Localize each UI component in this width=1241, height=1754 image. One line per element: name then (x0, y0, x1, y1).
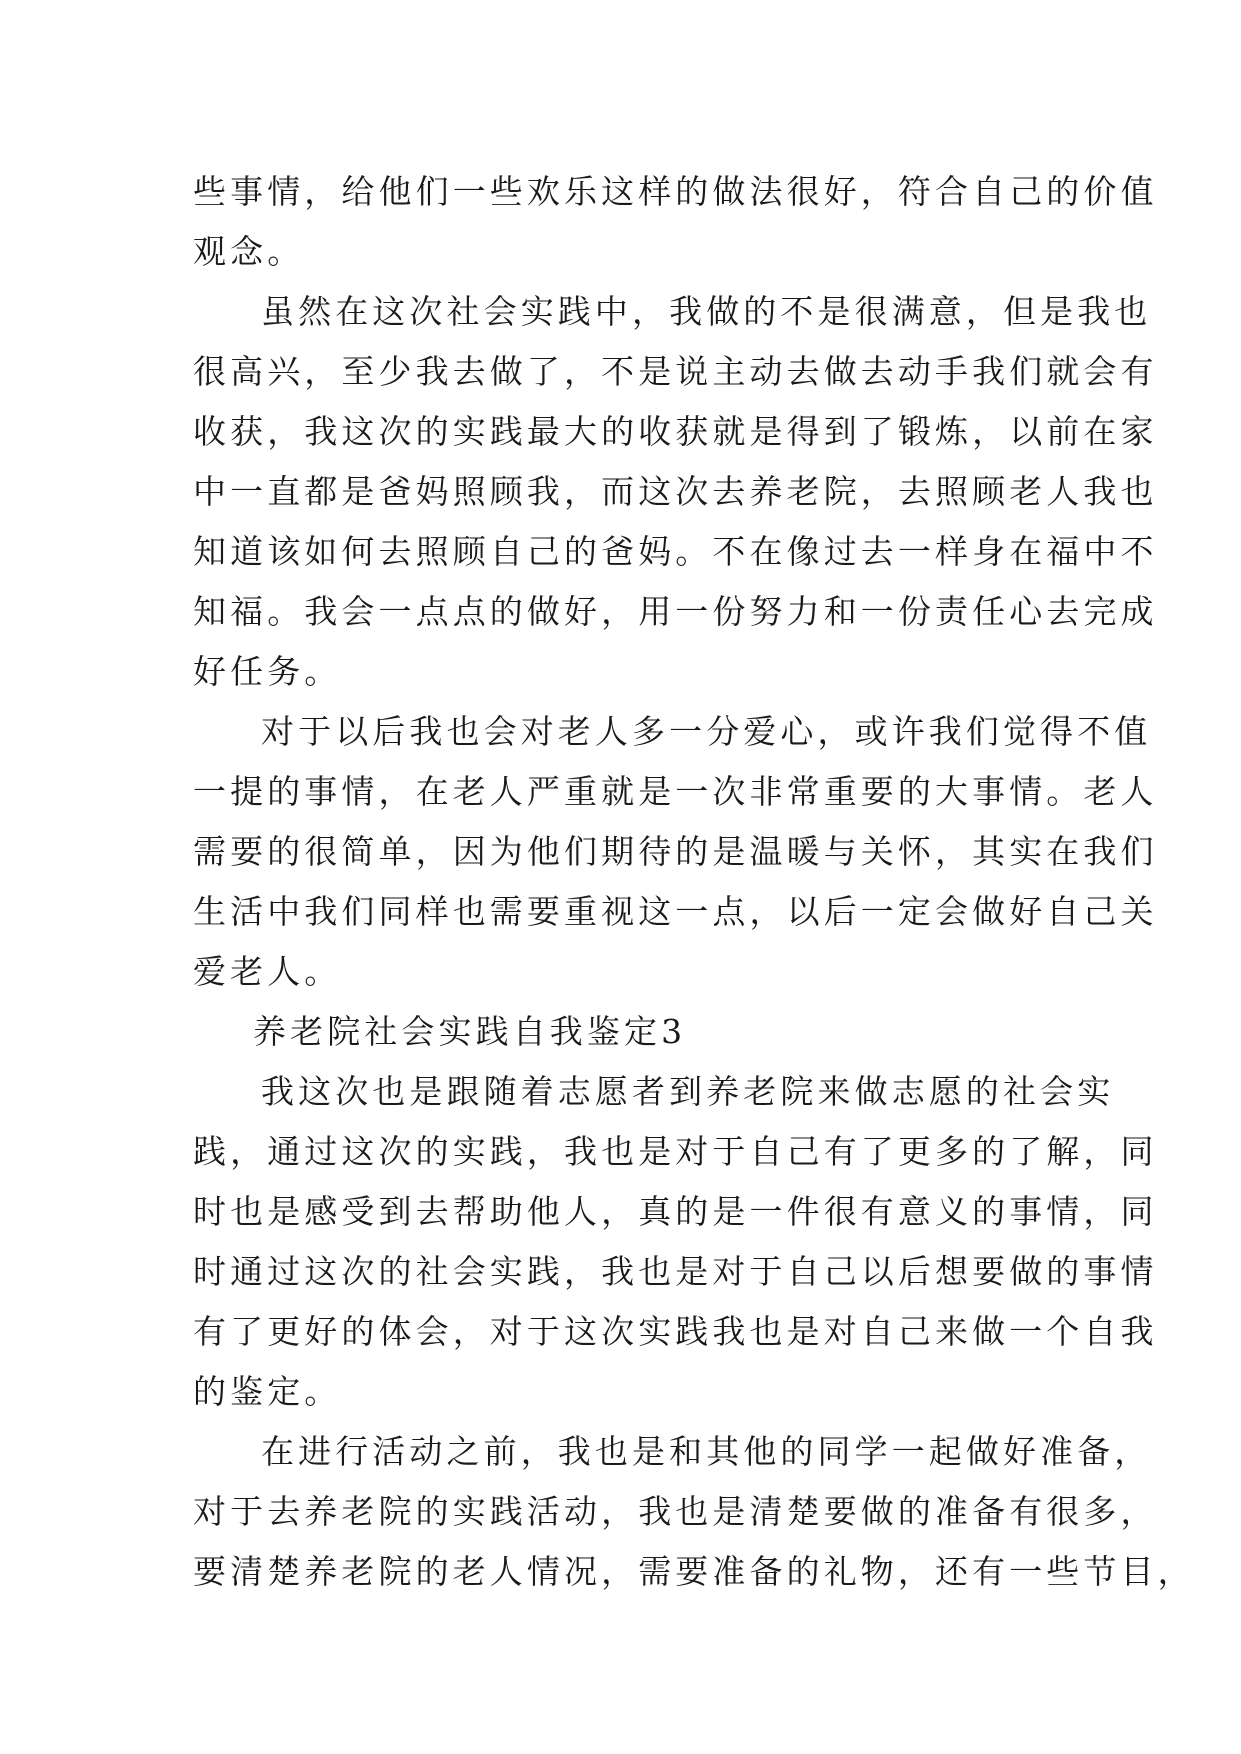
text-line: 爱老人。 (193, 952, 342, 991)
text-line: 要清楚养老院的老人情况，需要准备的礼物，还有一些节目， (193, 1552, 1195, 1591)
text-line: 知道该如何去照顾自己的爸妈。不在像过去一样身在福中不 (193, 532, 1158, 571)
text-line: 在进行活动之前，我也是和其他的同学一起做好准备， (261, 1432, 1152, 1471)
paragraph-1 (193, 162, 1158, 282)
text-line: 有了更好的体会，对于这次实践我也是对自己来做一个自我 (193, 1312, 1158, 1351)
paragraph-3 (193, 702, 1158, 1002)
text-line: 践，通过这次的实践，我也是对于自己有了更多的了解，同 (193, 1132, 1158, 1171)
text-line: 好任务。 (193, 652, 342, 691)
text-line: 我这次也是跟随着志愿者到养老院来做志愿的社会实 (261, 1072, 1115, 1111)
paragraph-4 (193, 1062, 1158, 1422)
text-line: 中一直都是爸妈照顾我，而这次去养老院，去照顾老人我也 (193, 472, 1158, 511)
text-line: 虽然在这次社会实践中，我做的不是很满意，但是我也 (261, 292, 1152, 331)
section-title: 养老院社会实践自我鉴定3 (253, 1012, 687, 1051)
paragraph-5 (193, 1422, 1195, 1602)
paragraph-2 (193, 282, 1158, 702)
text-line: 时也是感受到去帮助他人，真的是一件很有意义的事情，同 (193, 1192, 1158, 1231)
text-line: 观念。 (193, 232, 305, 271)
text-line: 生活中我们同样也需要重视这一点，以后一定会做好自己关 (193, 892, 1158, 931)
text-line: 的鉴定。 (193, 1372, 342, 1411)
text-line: 一提的事情，在老人严重就是一次非常重要的大事情。老人 (193, 772, 1158, 811)
text-line: 知福。我会一点点的做好，用一份努力和一份责任心去完成 (193, 592, 1158, 631)
text-line: 时通过这次的社会实践，我也是对于自己以后想要做的事情 (193, 1252, 1158, 1291)
document-body (193, 162, 1195, 1602)
text-line: 很高兴，至少我去做了，不是说主动去做去动手我们就会有 (193, 352, 1158, 391)
text-line: 需要的很简单，因为他们期待的是温暖与关怀，其实在我们 (193, 832, 1158, 871)
text-line: 对于去养老院的实践活动，我也是清楚要做的准备有很多， (193, 1492, 1158, 1531)
text-line: 对于以后我也会对老人多一分爱心，或许我们觉得不值 (261, 712, 1152, 751)
text-line: 收获，我这次的实践最大的收获就是得到了锻炼，以前在家 (193, 412, 1158, 451)
text-line: 些事情，给他们一些欢乐这样的做法很好，符合自己的价值 (193, 172, 1158, 211)
